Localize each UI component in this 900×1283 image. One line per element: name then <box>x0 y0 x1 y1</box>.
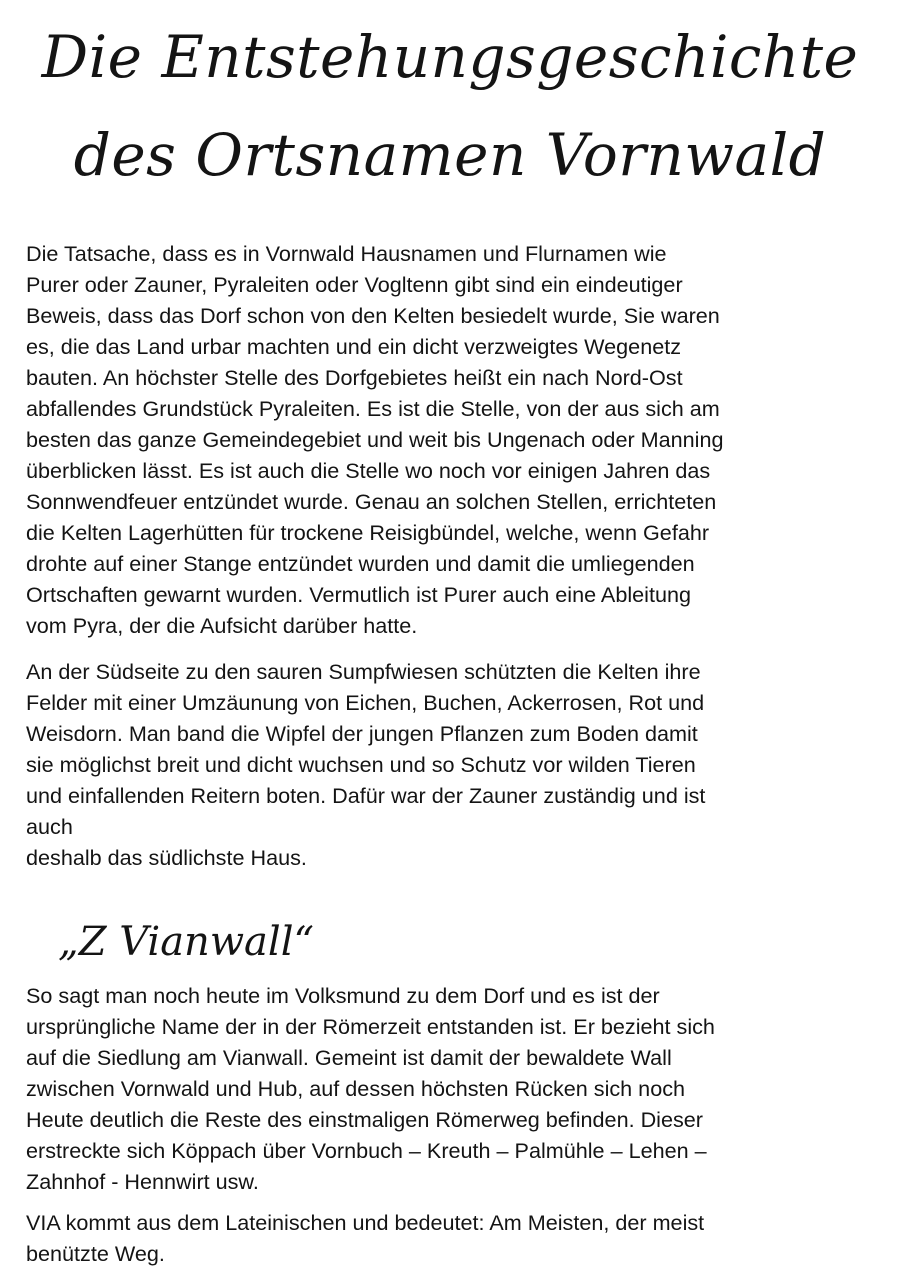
text-line: Ortschaften gewarnt wurden. Vermutlich ist Purer auch eine Ableitung <box>26 582 691 607</box>
text-line: VIA kommt aus dem Lateinischen und bedeutet: Am Meisten, der meist <box>26 1210 705 1235</box>
text-line: ursprüngliche Name der in der Römerzeit entstanden ist. Er bezieht sich <box>26 1014 715 1039</box>
text-line: es, die das Land urbar machten und ein dicht verzweigtes Wegenetz <box>26 334 682 359</box>
text-line: sie möglichst breit und dicht wuchsen und so Schutz vor wilden Tieren <box>26 752 696 777</box>
text-line: die Kelten Lagerhütten für trockene Reisigbündel, welche, wenn Gefahr <box>26 520 710 545</box>
text-line: abfallendes Grundstück Pyraleiten. Es ist die Stelle, von der aus sich am <box>26 396 720 421</box>
text-line: besten das ganze Gemeindegebiet und weit bis Ungenach oder Manning <box>26 427 724 452</box>
text-line: Die Tatsache, dass es in Vornwald Hausnamen und Flurnamen wie <box>26 241 667 266</box>
text-line: Felder mit einer Umzäunung von Eichen, Buchen, Ackerrosen, Rot und <box>26 690 705 715</box>
paragraph-via-meaning <box>26 1207 886 1269</box>
paragraph-pyraleiten <box>26 238 886 641</box>
text-line: drohte auf einer Stange entzündet wurden und damit die umliegenden <box>26 551 695 576</box>
text-line: bauten. An höchster Stelle des Dorfgebietes heißt ein nach Nord-Ost <box>26 365 683 390</box>
text-line: An der Südseite zu den sauren Sumpfwiesen schützten die Kelten ihre <box>26 659 701 684</box>
text-line: vom Pyra, der die Aufsicht darüber hatte. <box>26 613 418 638</box>
section-heading-vianwall: „Z Vianwall“ <box>58 919 314 965</box>
text-line: So sagt man noch heute im Volksmund zu dem Dorf und es ist der <box>26 983 660 1008</box>
text-line: Weisdorn. Man band die Wipfel der jungen Pflanzen zum Boden damit <box>26 721 698 746</box>
text-line: Heute deutlich die Reste des einstmaligen Römerweg befinden. Dieser <box>26 1107 703 1132</box>
text-line: benützte Weg. <box>26 1241 165 1266</box>
text-line: deshalb das südlichste Haus. <box>26 845 307 870</box>
paragraph-zauner <box>26 656 886 873</box>
text-line: auch <box>26 814 73 839</box>
paragraph-vianwall <box>26 980 886 1197</box>
document-title-line-2: des Ortsnamen Vornwald <box>73 121 827 189</box>
text-line: Zahnhof - Hennwirt usw. <box>26 1169 259 1194</box>
text-line: und einfallenden Reitern boten. Dafür war der Zauner zuständig und ist <box>26 783 706 808</box>
text-line: auf die Siedlung am Vianwall. Gemeint ist damit der bewaldete Wall <box>26 1045 672 1070</box>
text-line: Purer oder Zauner, Pyraleiten oder Vogltenn gibt sind ein eindeutiger <box>26 272 683 297</box>
text-line: überblicken lässt. Es ist auch die Stelle wo noch vor einigen Jahren das <box>26 458 711 483</box>
text-line: Sonnwendfeuer entzündet wurde. Genau an solchen Stellen, errichteten <box>26 489 717 514</box>
text-line: erstreckte sich Köppach über Vornbuch – Kreuth – Palmühle – Lehen – <box>26 1138 707 1163</box>
document-title-line-1: Die Entstehungsgeschichte <box>41 23 859 91</box>
text-line: Beweis, dass das Dorf schon von den Kelten besiedelt wurde, Sie waren <box>26 303 720 328</box>
text-line: zwischen Vornwald und Hub, auf dessen höchsten Rücken sich noch <box>26 1076 686 1101</box>
